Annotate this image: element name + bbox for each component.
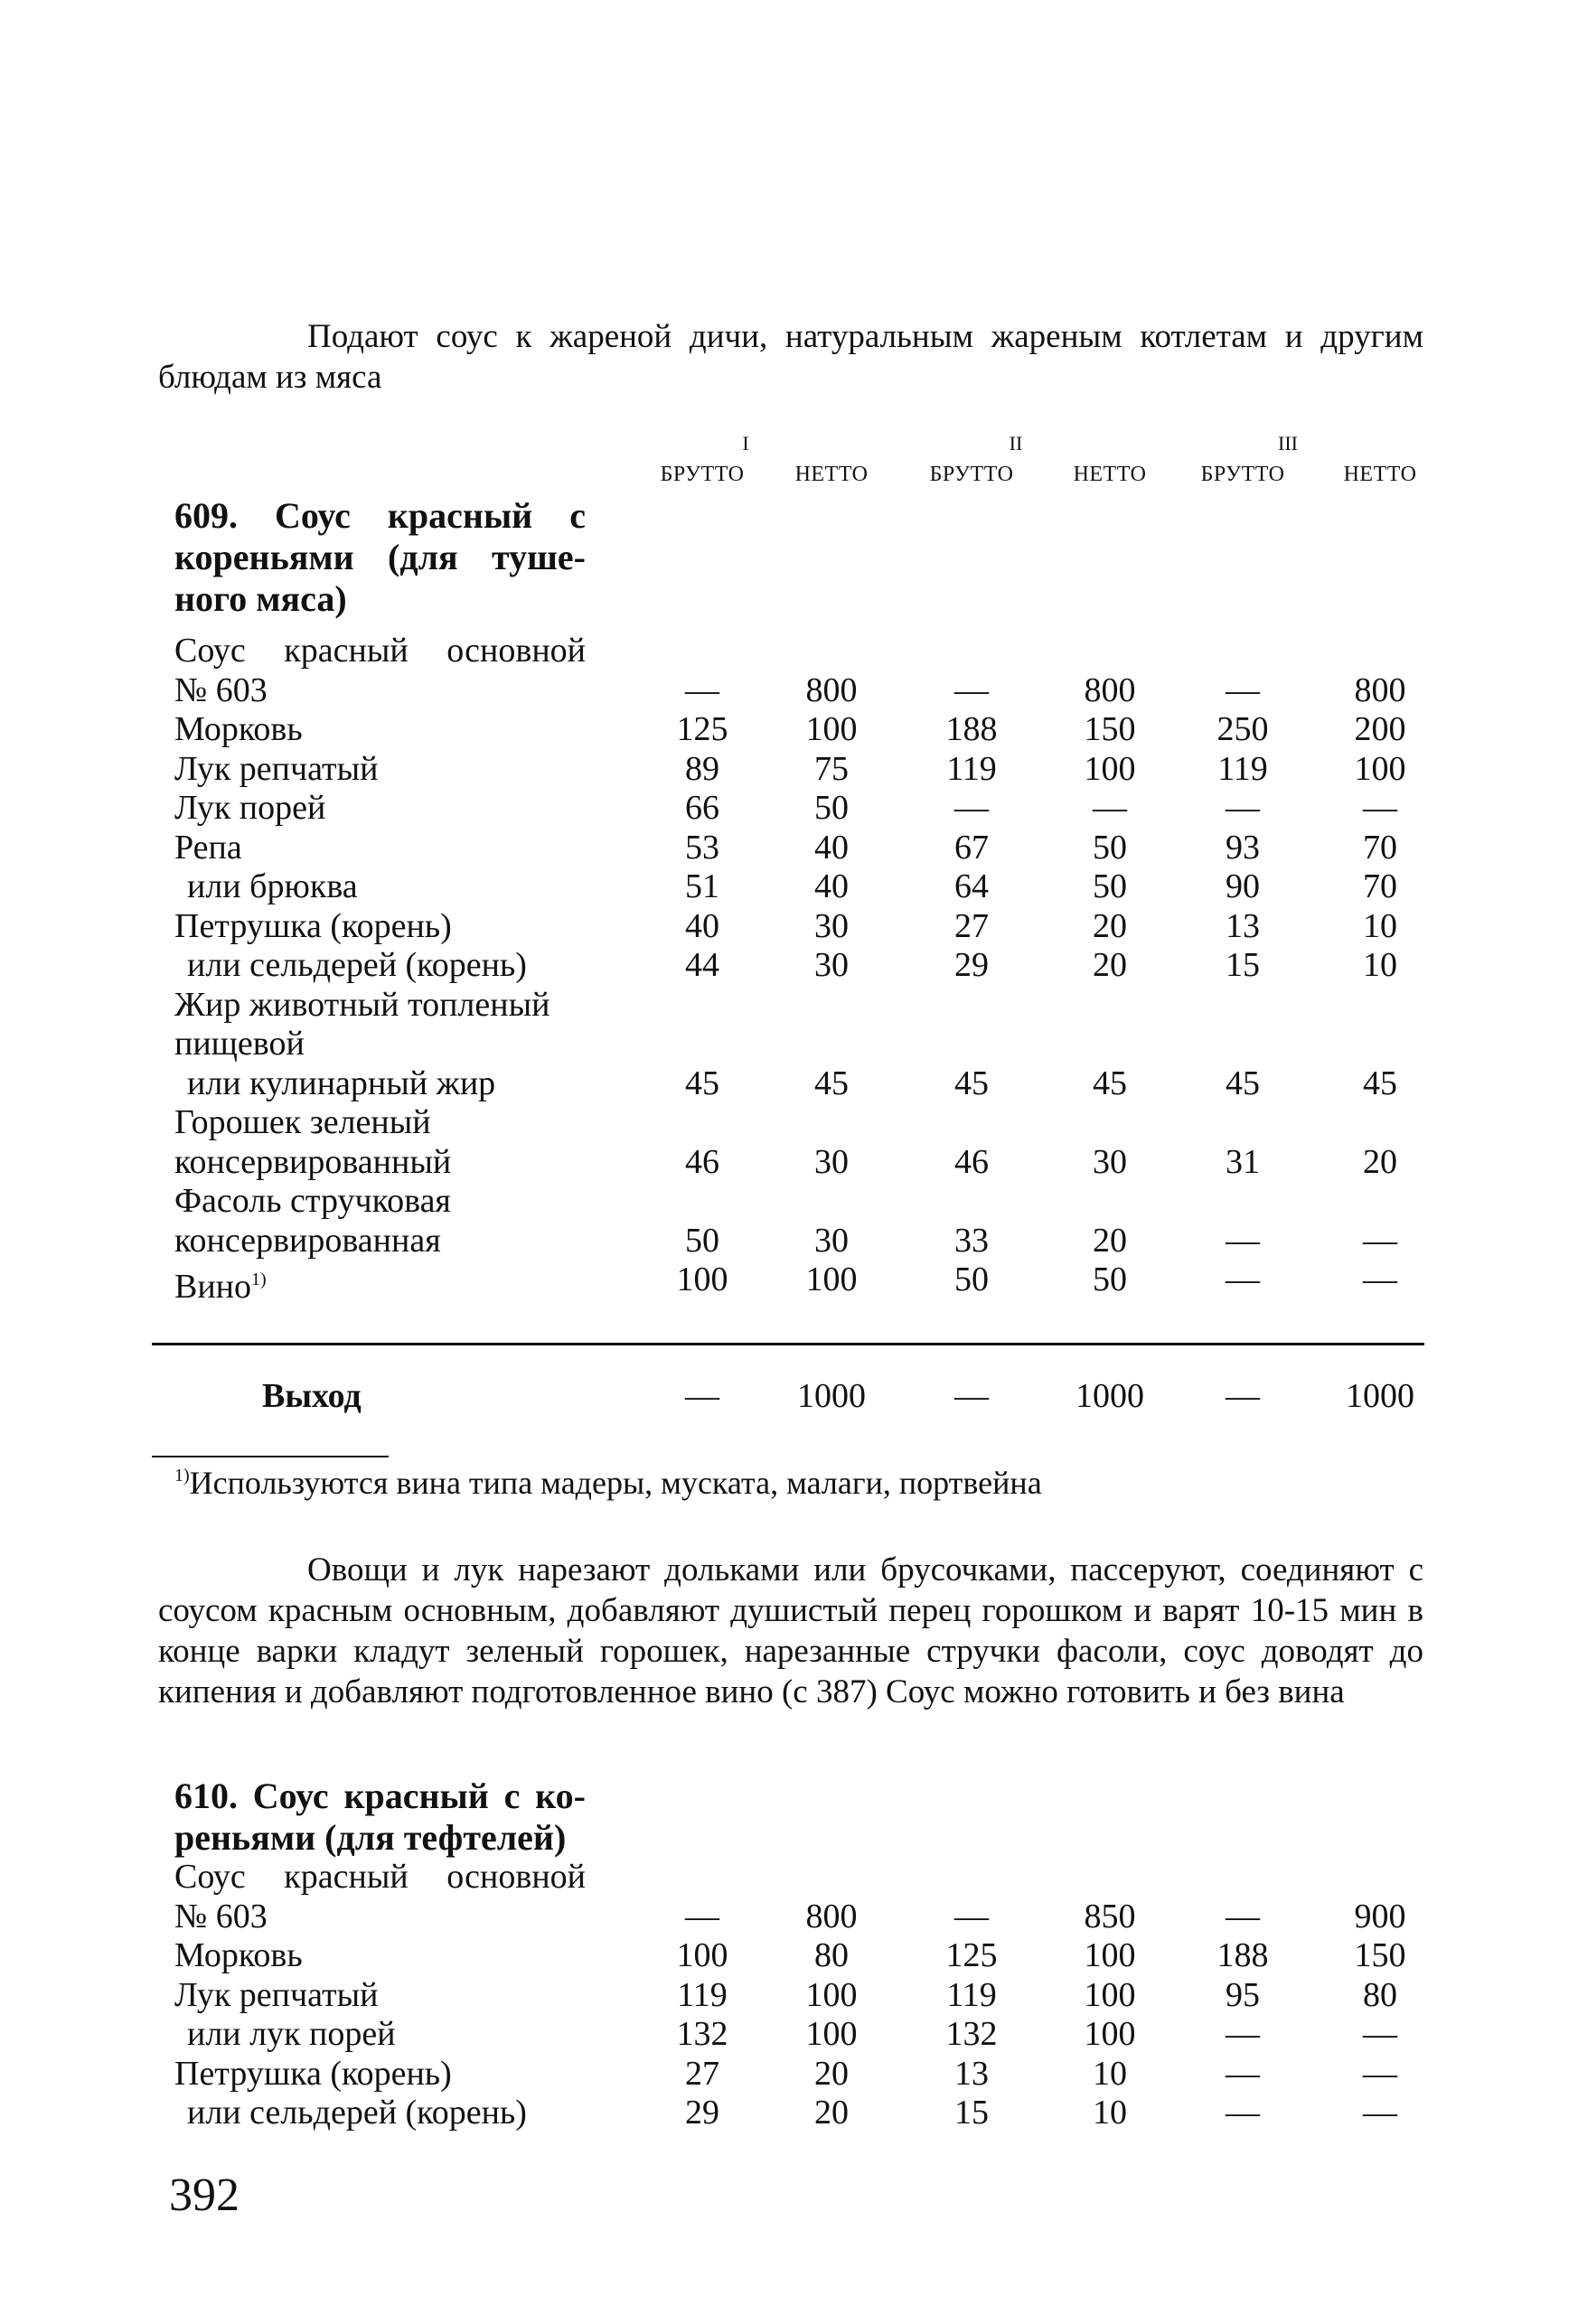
cell-value: — — [954, 789, 989, 827]
cell-value: 20 — [814, 2055, 849, 2093]
table-divider — [152, 1343, 1424, 1345]
cell-value: 93 — [1226, 829, 1260, 867]
cell-value: — — [1226, 1222, 1260, 1260]
cell-value: — — [1226, 1898, 1260, 1935]
cell-value: 67 — [954, 829, 989, 867]
cell-value: 20 — [814, 2094, 849, 2132]
cell-value: — — [685, 671, 719, 709]
cell-value: 46 — [954, 1143, 989, 1181]
cell-value: 90 — [1226, 867, 1260, 905]
cell-value: 188 — [945, 710, 998, 748]
cell-value: — — [1226, 2015, 1260, 2053]
cell-value: 95 — [1226, 1976, 1260, 2014]
intro-paragraph: Подают соус к жареной дичи, натуральным жареным котлетам и другим блюдам из мяса — [158, 318, 1423, 396]
ingredient-label: или сельдерей (корень) — [187, 2094, 527, 2132]
cell-value: 10 — [1363, 907, 1397, 945]
cell-value: 66 — [685, 789, 719, 827]
cell-value: 119 — [946, 750, 997, 788]
title-line: реньями (для тефтелей) — [174, 1817, 567, 1858]
cell-value: 45 — [814, 1064, 849, 1102]
column-group-2: II — [1009, 432, 1023, 454]
label-word: красный — [284, 632, 409, 670]
footnote — [174, 1464, 1042, 1502]
cell-value: 15 — [1226, 946, 1260, 984]
cell-value: 40 — [685, 907, 719, 945]
cell-value: 119 — [946, 1976, 997, 2014]
footnote-text: Используются вина типа мадеры, муската, малаги, портвейна — [189, 1465, 1042, 1501]
cell-value: 188 — [1216, 1936, 1269, 1974]
cell-value: 100 — [1084, 750, 1136, 788]
cell-value: 40 — [814, 829, 849, 867]
cell-value: 100 — [1084, 2015, 1136, 2053]
cell-value: — — [1363, 1222, 1397, 1260]
cell-value: 29 — [954, 946, 989, 984]
column-header: БРУТТО — [660, 463, 745, 486]
cell-value: 100 — [805, 1260, 858, 1298]
title-word: 610. — [174, 1776, 238, 1816]
title-line: ного мяса) — [174, 578, 347, 619]
cell-value: 30 — [814, 1143, 849, 1181]
cell-value: 70 — [1363, 867, 1397, 905]
cell-value: 10 — [1093, 2055, 1127, 2093]
cell-value: 20 — [1093, 907, 1127, 945]
cell-value: 45 — [954, 1064, 989, 1102]
cell-value: 89 — [685, 750, 719, 788]
column-header: БРУТТО — [929, 463, 1014, 486]
cell-value: 27 — [954, 907, 989, 945]
column-header: НЕТТО — [1073, 463, 1147, 486]
cell-value: 50 — [685, 1222, 719, 1260]
cell-value: 30 — [814, 946, 849, 984]
cell-value: 850 — [1084, 1898, 1136, 1935]
cell-value: 45 — [1363, 1064, 1397, 1102]
recipe-609-title — [174, 495, 586, 620]
cell-value: 800 — [1354, 671, 1406, 709]
yield-value: 1000 — [1346, 1377, 1414, 1415]
ingredient-label: Репа — [174, 829, 242, 867]
cell-value: 50 — [1093, 829, 1127, 867]
ingredient-label: Морковь — [174, 1936, 303, 1974]
ingredient-label: № 603 — [174, 1898, 268, 1935]
cell-value: 125 — [945, 1936, 998, 1974]
yield-value: 1000 — [1075, 1377, 1144, 1415]
cell-value: — — [954, 1898, 989, 1935]
cell-value: — — [1363, 2055, 1397, 2093]
column-group-1: I — [742, 432, 749, 454]
title-line — [174, 537, 586, 578]
cell-value: 100 — [805, 710, 858, 748]
cell-value: 53 — [685, 829, 719, 867]
ingredient-label: Морковь — [174, 710, 303, 748]
cell-value: 46 — [685, 1143, 719, 1181]
ingredient-label: или сельдерей (корень) — [187, 946, 527, 984]
cell-value: 33 — [954, 1222, 989, 1260]
cell-value: — — [1226, 2094, 1260, 2132]
footnote-rule — [152, 1456, 389, 1457]
cell-value: 100 — [676, 1260, 728, 1298]
cell-value: 900 — [1354, 1898, 1406, 1935]
cell-value: — — [1093, 789, 1127, 827]
cell-value: 10 — [1363, 946, 1397, 984]
yield-value: — — [954, 1377, 989, 1415]
title-line — [174, 495, 586, 537]
title-word: ко- — [535, 1776, 586, 1816]
cell-value: 30 — [814, 1222, 849, 1260]
ingredient-label: Петрушка (корень) — [174, 2055, 452, 2093]
column-header: НЕТТО — [1343, 463, 1417, 486]
cell-value: 100 — [1084, 1936, 1136, 1974]
cell-value: 150 — [1354, 1936, 1406, 1974]
title-word: (для — [388, 537, 458, 577]
cell-value: 250 — [1216, 710, 1269, 748]
cell-value: — — [1363, 2015, 1397, 2053]
label-word: Соус — [174, 632, 246, 670]
title-word: Соус — [252, 1776, 329, 1816]
cell-value: 45 — [1226, 1064, 1260, 1102]
method-paragraph: Овощи и лук нарезают дольками или брусочками, пассеруют, соединяют с соусом красным основным, добавляют душистый перец горошком и варят 10-15 мин в конце варки кладут зеленый горошек, нарезанные стручки фасоли, соус доводят до кипения и добавляют подготовленное вино (с 387) Соус можно готовить и без вина — [158, 1551, 1423, 1710]
cell-value: 30 — [814, 907, 849, 945]
cell-value: 125 — [676, 710, 728, 748]
ingredient-label: пищевой — [174, 1025, 305, 1063]
ingredient-label: Лук репчатый — [174, 750, 379, 788]
title-word: Соус — [274, 495, 351, 536]
cell-value: 30 — [1093, 1143, 1127, 1181]
cell-value: 20 — [1363, 1143, 1397, 1181]
cell-value: 27 — [685, 2055, 719, 2093]
cell-value: 29 — [685, 2094, 719, 2132]
title-word: туше- — [492, 537, 586, 577]
ingredient-label: Жир животный топленый — [174, 986, 550, 1024]
yield-value: — — [1226, 1377, 1260, 1415]
cell-value: — — [1363, 1260, 1397, 1298]
cell-value: 100 — [676, 1936, 728, 1974]
label-word: Соус — [174, 1858, 246, 1896]
cell-value: 132 — [945, 2015, 998, 2053]
cell-value: 800 — [1084, 671, 1136, 709]
page-number: 392 — [169, 2169, 240, 2221]
cell-value: 50 — [1093, 1260, 1127, 1298]
cell-value: 15 — [954, 2094, 989, 2132]
cell-value: 20 — [1093, 946, 1127, 984]
ingredient-label: Петрушка (корень) — [174, 907, 452, 945]
ingredient-label — [174, 631, 586, 670]
cell-value: 20 — [1093, 1222, 1127, 1260]
cell-value: — — [1226, 1260, 1260, 1298]
cell-value: 100 — [805, 2015, 858, 2053]
footnote-mark: 1) — [174, 1466, 190, 1485]
title-line — [174, 1776, 586, 1817]
title-word: красный — [343, 1776, 489, 1816]
cell-value: 119 — [1217, 750, 1268, 788]
ingredient-label: консервированная — [174, 1222, 441, 1260]
cell-value: 50 — [814, 789, 849, 827]
cell-value: 31 — [1226, 1143, 1260, 1181]
cell-value: 44 — [685, 946, 719, 984]
cell-value: 100 — [1354, 750, 1406, 788]
cell-value: 100 — [1084, 1976, 1136, 2014]
ingredient-label: Фасоль стручковая — [174, 1182, 451, 1220]
cell-value: 13 — [954, 2055, 989, 2093]
cell-value: 45 — [685, 1064, 719, 1102]
cell-value: 150 — [1084, 710, 1136, 748]
cell-value: 100 — [805, 1976, 858, 2014]
ingredient-label: Лук репчатый — [174, 1976, 379, 2014]
yield-value: — — [685, 1377, 719, 1415]
cell-value: — — [1226, 671, 1260, 709]
yield-value: 1000 — [797, 1377, 866, 1415]
cell-value: 200 — [1354, 710, 1406, 748]
cell-value: 64 — [954, 867, 989, 905]
ingredient-label: Лук порей — [174, 789, 326, 827]
cell-value: 40 — [814, 867, 849, 905]
ingredient-label: или лук порей — [187, 2015, 396, 2053]
title-word: 609. — [174, 495, 238, 536]
ingredient-label: или кулинарный жир — [187, 1064, 496, 1102]
title-word: с — [569, 495, 586, 536]
cell-value: 75 — [814, 750, 849, 788]
cell-value: — — [1226, 2055, 1260, 2093]
cell-value: 50 — [954, 1260, 989, 1298]
column-header: НЕТТО — [794, 463, 869, 486]
label-word: основной — [446, 1858, 586, 1896]
cell-value: 800 — [805, 1898, 858, 1935]
column-header: БРУТТО — [1200, 463, 1285, 486]
cell-value: — — [1363, 2094, 1397, 2132]
cell-value: — — [954, 671, 989, 709]
ingredient-label: Вино$^{1)}$ — [174, 1268, 267, 1306]
ingredient-label: или брюква — [187, 867, 358, 905]
cell-value: 800 — [805, 671, 858, 709]
ingredient-label: № 603 — [174, 671, 268, 709]
ingredient-label: Горошек зеленый — [174, 1103, 431, 1141]
cell-value: — — [1226, 789, 1260, 827]
title-word: с — [503, 1776, 521, 1816]
cell-value: 119 — [677, 1976, 728, 2014]
column-group-3: III — [1278, 432, 1298, 454]
cell-value: 51 — [685, 867, 719, 905]
label-word: красный — [284, 1858, 409, 1896]
recipe-610-title — [174, 1776, 586, 1859]
yield-label: Выход — [262, 1377, 362, 1415]
cell-value: 132 — [676, 2015, 728, 2053]
ingredient-label: консервированный — [174, 1143, 452, 1181]
cell-value: — — [1363, 789, 1397, 827]
title-word: красный — [387, 495, 533, 536]
cell-value: 80 — [814, 1936, 849, 1974]
ingredient-label — [174, 1857, 586, 1897]
cell-value: 80 — [1363, 1976, 1397, 2014]
cell-value: 70 — [1363, 829, 1397, 867]
cell-value: 50 — [1093, 867, 1127, 905]
cell-value: 45 — [1093, 1064, 1127, 1102]
label-word: основной — [446, 632, 586, 670]
title-word: кореньями — [174, 537, 354, 577]
cell-value: 10 — [1093, 2094, 1127, 2132]
cell-value: 13 — [1226, 907, 1260, 945]
cell-value: — — [685, 1898, 719, 1935]
footnote-mark: 1) — [251, 1270, 267, 1289]
